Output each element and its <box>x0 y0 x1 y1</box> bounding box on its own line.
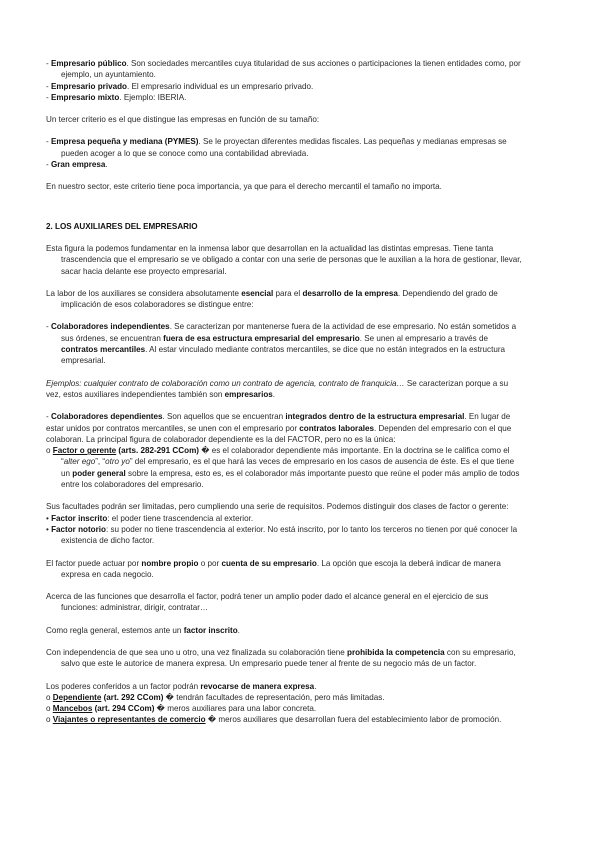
text-run: revocarse de manera expresa <box>200 681 315 691</box>
text-run: Colaboradores independientes <box>50 322 170 332</box>
text-run: desarrollo de la empresa <box>302 288 398 298</box>
text-run: . Dependiendo del grado de implicación de esos colaboradores se distingue entre: <box>61 288 498 310</box>
paragraph <box>46 288 524 311</box>
text-run: . En lugar de estar unidos por contratos mercantiles, se unen con el empresario por <box>46 412 511 433</box>
text-run: con su empresario, salvo que este le autorice de manera expresa. Un empresario puede tener al frente de su negocio más de un factor. <box>61 647 516 669</box>
text-run: • <box>46 524 52 534</box>
paragraph-spacer <box>46 580 524 591</box>
text-run: . <box>237 625 240 635</box>
text-run: En nuestro sector, este criterio tiene poca importancia, ya que para el derecho mercantil el tamaño no importa. <box>46 182 442 192</box>
text-run: El factor puede actuar por <box>46 558 142 568</box>
text-run: Mancebos <box>52 704 93 714</box>
text-run: . Se le proyectan diferentes medidas fiscales. Las pequeñas y medianas empresas se pueden acoger a lo que se conoce como una contabilidad abreviada. <box>61 137 507 158</box>
paragraph <box>46 92 524 103</box>
paragraph-spacer <box>46 614 524 625</box>
paragraph <box>46 591 524 614</box>
paragraph-spacer <box>46 103 524 114</box>
text-run: . La opción que escoja la deberá indicar de manera expresa en cada negocio. <box>61 558 501 579</box>
paragraph-spacer <box>46 310 524 321</box>
paragraph-spacer <box>46 670 524 681</box>
paragraph <box>46 243 524 277</box>
text-run: Se caracterizan porque a su vez, estos auxiliares independientes también son <box>46 378 509 399</box>
paragraph <box>46 445 524 490</box>
paragraph-spacer <box>46 125 524 136</box>
text-run: Empresario público <box>50 59 127 68</box>
text-run: otro yo <box>105 457 130 467</box>
paragraph <box>46 703 524 714</box>
text-run: . <box>105 160 108 170</box>
text-run: - <box>46 92 51 102</box>
text-run: Colaboradores dependientes <box>50 412 163 422</box>
text-run: Sus facultades podrán ser limitadas, pero cumpliendo una serie de requisitos. Podemos distinguir dos clases de factor o gerente: <box>46 502 509 512</box>
text-run: • <box>46 513 52 523</box>
text-run: � meros auxiliares para una labor concreta. <box>154 704 317 714</box>
text-run: o <box>46 446 53 456</box>
text-run: � es el colaborador dependiente más importante. En la doctrina se le califica como el “ <box>61 446 510 467</box>
text-run: Factor o gerente <box>52 446 117 456</box>
text-run: (art. 292 CCom) <box>101 692 164 702</box>
text-run: Empresa pequeña y mediana (PYMES) <box>50 137 199 147</box>
text-run: contratos mercantiles <box>61 345 146 355</box>
text-run: - <box>46 160 51 170</box>
text-run: Empresario privado <box>50 81 127 91</box>
paragraph <box>46 714 524 725</box>
text-run: 2. LOS AUXILIARES DEL EMPRESARIO <box>46 221 198 231</box>
paragraph <box>46 625 524 636</box>
text-run: cuenta de su empresario <box>221 558 317 568</box>
text-run: Gran empresa <box>50 160 106 170</box>
text-run: Acerca de las funciones que desarrolla el factor, podrá tener un amplio poder dado el alcance general en el ejercicio de sus funciones: administrar, dirigir, contratar… <box>46 592 489 613</box>
text-run: - <box>46 59 51 68</box>
document-page <box>46 58 524 726</box>
paragraph-spacer <box>46 277 524 288</box>
text-run: o <box>46 704 53 714</box>
paragraph <box>46 136 524 159</box>
text-run: : el poder tiene trascendencia al exterior. <box>107 513 254 523</box>
text-run: Con independencia de que sea uno u otro, una vez finalizada su colaboración tiene <box>46 647 348 657</box>
paragraph <box>46 378 524 401</box>
text-run: Los poderes conferidos a un factor podrán <box>46 681 201 691</box>
paragraph <box>46 181 524 192</box>
paragraph-spacer <box>46 636 524 647</box>
paragraph-spacer <box>46 490 524 501</box>
paragraph-spacer <box>46 170 524 181</box>
text-run: prohibida la competencia <box>347 647 445 657</box>
text-run: Ejemplos: cualquier contrato de colaboración como un contrato de agencia, contrato de franquicia… <box>46 378 405 388</box>
text-run: ”, “ <box>95 457 106 467</box>
text-run: (arts. 282-291 CCom) <box>116 446 199 456</box>
text-run: Empresario mixto <box>50 92 120 102</box>
text-run: poder general <box>72 468 126 478</box>
paragraph <box>46 58 524 81</box>
text-run: para el <box>273 288 303 298</box>
paragraph <box>46 513 524 524</box>
text-run: contratos laborales <box>299 423 374 433</box>
text-run: Factor notorio <box>51 524 106 534</box>
text-run: empresarios <box>224 389 273 399</box>
text-run: � tendrán facultades de representación, pero más limitadas. <box>163 692 385 702</box>
paragraph <box>46 159 524 170</box>
text-run: o <box>46 692 53 702</box>
text-run: . Se caracterizan por mantenerse fuera de la actividad de ese empresario. No están sometidos a sus órdenes, se encuentran <box>61 322 517 343</box>
text-run: . Al estar vinculado mediante contratos mercantiles, se dice que no están integrados en la estructura empresarial. <box>61 345 506 366</box>
text-run: o por <box>198 558 222 568</box>
paragraph-spacer <box>46 400 524 411</box>
text-run: esencial <box>241 288 274 298</box>
text-run: Viajantes o representantes de comercio <box>52 715 206 725</box>
text-run: . <box>272 389 276 399</box>
text-run: Dependiente <box>52 692 102 702</box>
text-run: . <box>314 681 317 691</box>
text-run: sobre la empresa, esto es, es el colaborador más importante puesto que reúne el poder más amplio de todos entre los colaboradores del empresario. <box>61 468 520 490</box>
paragraph <box>46 321 524 366</box>
paragraph <box>46 692 524 703</box>
paragraph-spacer <box>46 193 524 221</box>
paragraph <box>46 681 524 692</box>
text-run: Factor inscrito <box>51 513 108 523</box>
text-run: o <box>46 715 53 725</box>
text-run: - <box>46 322 51 332</box>
text-run: ” del empresario, es el que hará las veces de empresario en los casos de ausencia de éste. Es el que tiene un <box>61 457 515 478</box>
text-run: . Dependen del empresario con el que colaboran. La principal figura de colaborador dependiente es la del FACTOR, pero no es la única: <box>46 423 512 444</box>
paragraph <box>46 524 524 547</box>
text-run: . Ejemplo: IBERIA. <box>119 92 187 102</box>
paragraph <box>46 411 524 445</box>
text-run: integrados dentro de la estructura empresarial <box>285 412 465 422</box>
text-run: Esta figura la podemos fundamentar en la inmensa labor que desarrollan en la actualidad las distintas empresas. Tiene tanta trascendencia que el empresario se ve obligado a contar con una serie de personas que le auxilian a la hora de gestionar, llevar, sacar hacia delante ese proyecto empresarial. <box>46 243 522 276</box>
text-run: - <box>46 81 51 91</box>
text-run: fuera de esa estructura empresarial del empresario <box>163 333 360 343</box>
section-heading <box>46 221 524 232</box>
text-run: factor inscrito <box>183 625 238 635</box>
paragraph-spacer <box>46 367 524 378</box>
paragraph <box>46 501 524 512</box>
text-run: . El empresario individual es un empresario privado. <box>126 81 314 91</box>
paragraph-spacer <box>46 232 524 243</box>
text-run: : su poder no tiene trascendencia al exterior. No está inscrito, por lo tanto los terceros no tienen por qué conocer la existencia de dicho factor. <box>61 524 518 546</box>
text-run: � meros auxiliares que desarrollan fuera del establecimiento labor de promoción. <box>205 715 502 725</box>
text-run: . Son sociedades mercantiles cuya titularidad de sus acciones o participaciones la tienen entidades como, por ejemplo, un ayuntamiento. <box>61 59 521 80</box>
text-run: - <box>46 137 51 147</box>
paragraph-spacer <box>46 547 524 558</box>
text-run: . Son aquellos que se encuentran <box>162 412 286 422</box>
text-run: . Se unen al empresario a través de <box>359 333 488 343</box>
text-run: La labor de los auxiliares se considera absolutamente <box>46 288 242 298</box>
paragraph <box>46 114 524 125</box>
text-run: Un tercer criterio es el que distingue las empresas en función de su tamaño: <box>46 115 320 125</box>
text-run: (art. 294 CCom) <box>92 704 155 714</box>
text-run: nombre propio <box>141 558 199 568</box>
paragraph <box>46 81 524 92</box>
text-run: - <box>46 412 51 422</box>
paragraph <box>46 558 524 581</box>
paragraph <box>46 647 524 670</box>
text-run: alter ego <box>63 457 96 467</box>
text-run: Como regla general, estemos ante un <box>46 625 184 635</box>
